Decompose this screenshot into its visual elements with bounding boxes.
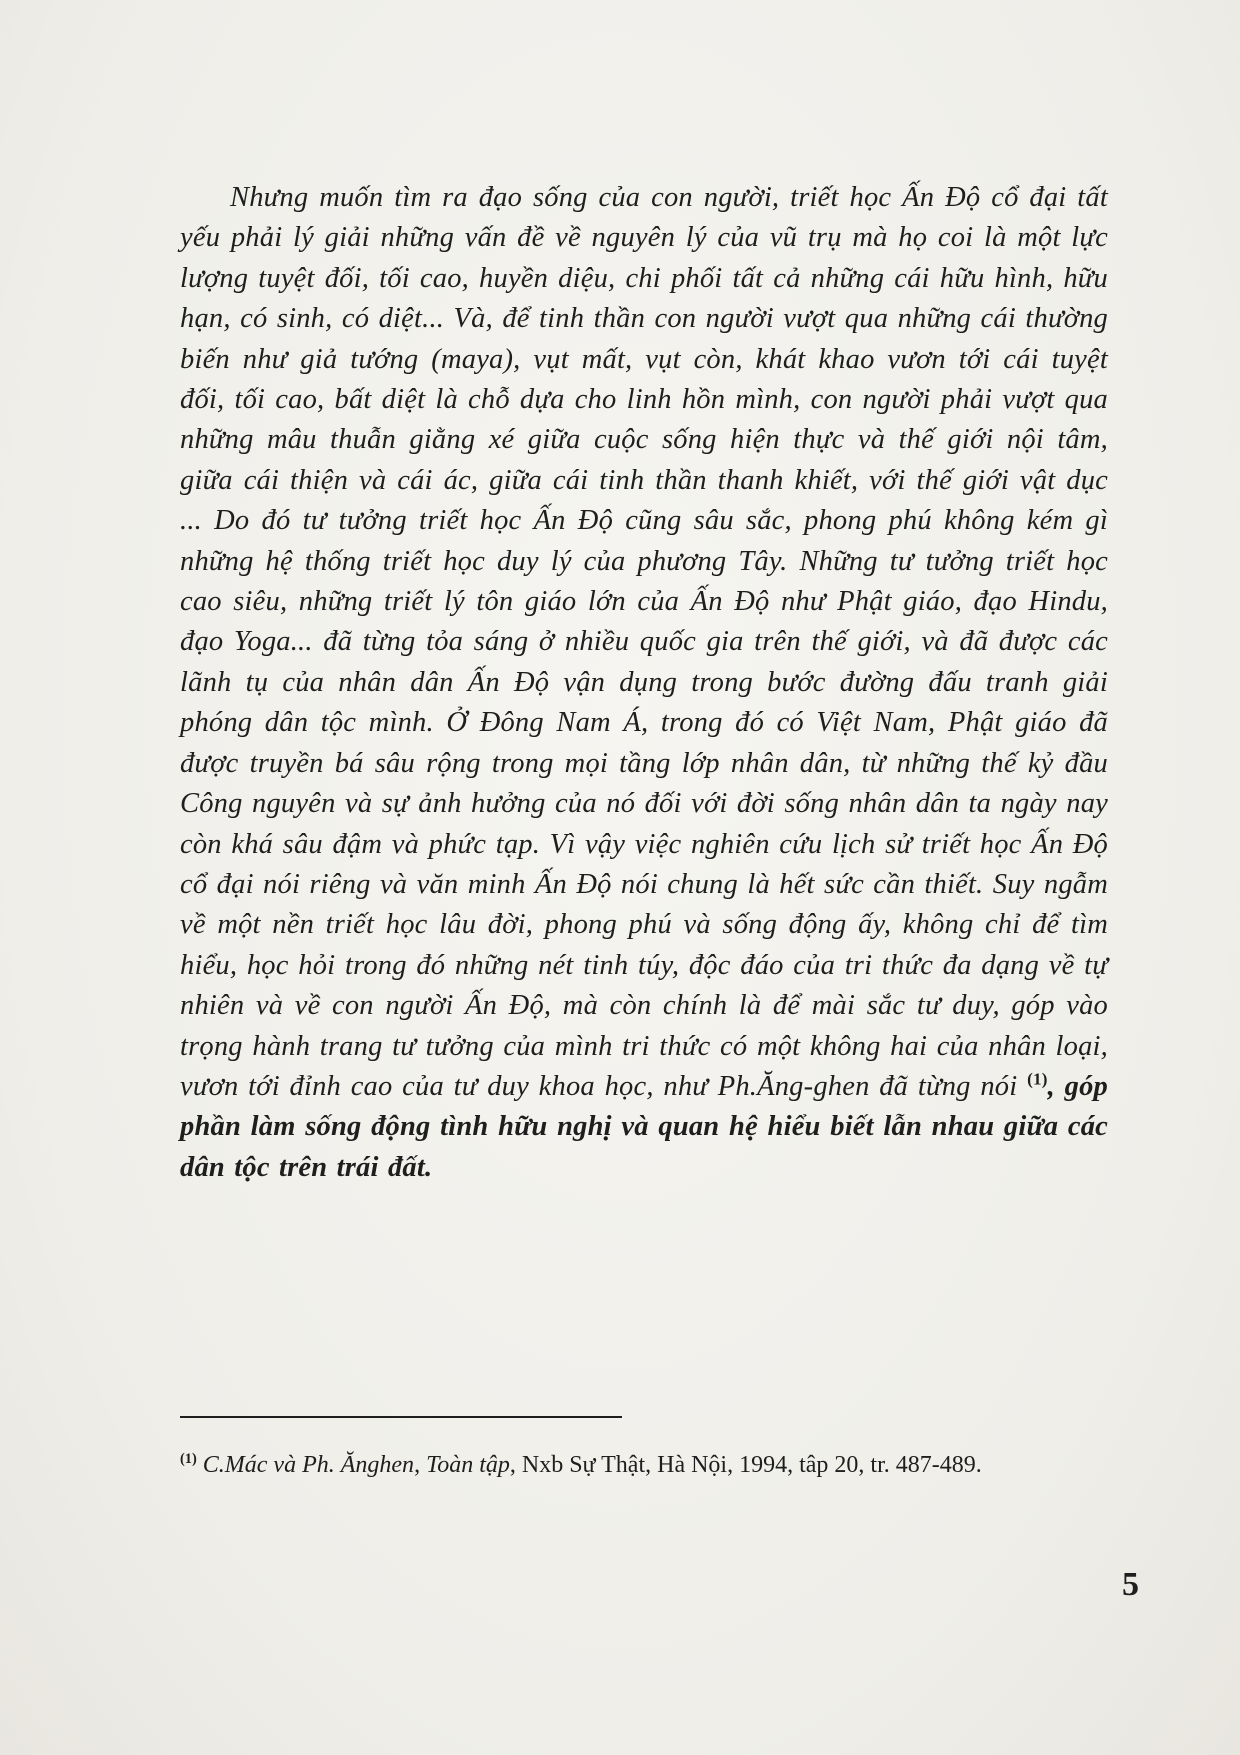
footnote-marker: (1) xyxy=(180,1451,197,1467)
footnote-work-title: Toàn tập xyxy=(426,1452,510,1478)
footnote-authors: C.Mác và Ph. Ănghen xyxy=(202,1452,415,1478)
main-paragraph xyxy=(180,178,1108,1188)
page-number: 5 xyxy=(1122,1566,1139,1603)
footnote-reference: (1) xyxy=(1027,1069,1048,1089)
paragraph-text-part-2: , góp phần làm sống động tình hữu nghị và quan hệ hiểu biết lẫn nhau giữa các dân tộc trên trái đất. xyxy=(180,1070,1108,1183)
footnote-divider xyxy=(180,1416,622,1418)
paragraph-text-part-1: Nhưng muốn tìm ra đạo sống của con người, triết học Ấn Độ cổ đại tất yếu phải lý giải những vấn đề về nguyên lý của vũ trụ mà họ coi là một lực lượng tuyệt đối, tối cao, huyền diệu, chi phối tất cả những cái hữu hình, hữu hạn, có sinh, có diệt... Và, để tinh thần con người vượt qua những cái thường biến như giả tướng (maya), vụt mất, vụt còn, khát khao vươn tới cái tuyệt đối, tối cao, bất diệt là chỗ dựa cho linh hồn mình, con người phải vượt qua những mâu thuẫn giằng xé giữa cuộc sống hiện thực và thế giới nội tâm, giữa cái thiện và cái ác, giữa cái tinh thần thanh khiết, với thế giới vật dục ... Do đó tư tưởng triết học Ấn Độ cũng sâu sắc, phong phú không kém gì những hệ thống triết học duy lý của phương Tây. Những tư tưởng triết học cao siêu, những triết lý tôn giáo lớn của Ấn Độ như Phật giáo, đạo Hindu, đạo Yoga... đã từng tỏa sáng ở nhiều quốc gia trên thế giới, và đã được các lãnh tụ của nhân dân Ấn Độ vận dụng trong bước đường đấu tranh giải phóng dân tộc mình. Ở Đông Nam Á, trong đó có Việt Nam, Phật giáo đã được truyền bá sâu rộng trong mọi tầng lớp nhân dân, từ những thế kỷ đầu Công nguyên và sự ảnh hưởng của nó đối với đời sống nhân dân ta ngày nay còn khá sâu đậm và phức tạp. Vì vậy việc nghiên cứu lịch sử triết học Ấn Độ cổ đại nói riêng và văn minh Ấn Độ nói chung là hết sức cần thiết. Suy ngẫm về một nền triết học lâu đời, phong phú và sống động ấy, không chỉ để tìm hiểu, học hỏi trong đó những nét tinh túy, độc đáo của tri thức đa dạng về tự nhiên và về con người Ấn Độ, mà còn chính là để mài sắc tư duy, góp vào trọng hành trang tư tưởng của mình tri thức có một không hai của nhân loại, vươn tới đỉnh cao của tư duy khoa học, như Ph.Ăng-ghen đã từng nói xyxy=(180,182,1108,1102)
footnote-publication-details: , Nxb Sự Thật, Hà Nội, 1994, tâp 20, tr. 487-489. xyxy=(509,1452,982,1478)
footnote xyxy=(180,1446,1110,1484)
footnote-separator: , xyxy=(414,1452,427,1478)
